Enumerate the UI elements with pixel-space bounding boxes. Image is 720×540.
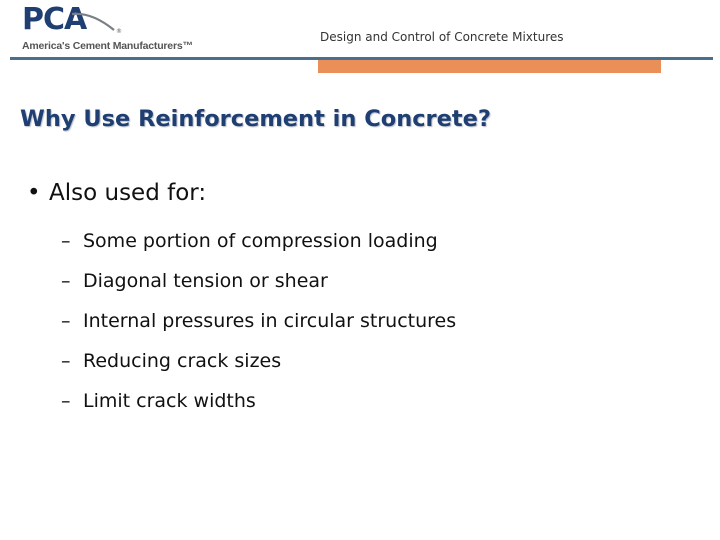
sub-item-text: Some portion of compression loading <box>83 230 438 252</box>
sub-item-text: Internal pressures in circular structures <box>83 310 457 332</box>
sub-item-text: Limit crack widths <box>83 390 256 412</box>
slide-title: Why Use Reinforcement in Concrete? <box>20 106 491 132</box>
bullet-marker: • <box>27 180 41 206</box>
logo-swoosh-icon <box>70 10 130 40</box>
header-accent-bar <box>318 60 661 73</box>
logo-text: PCA <box>22 2 87 37</box>
sub-item <box>61 225 456 265</box>
bullet-item <box>27 180 206 206</box>
sub-item <box>61 265 456 305</box>
sub-item <box>61 385 456 425</box>
sub-item-text: Reducing crack sizes <box>83 350 282 372</box>
logo-tagline: America's Cement Manufacturers™ <box>22 40 193 52</box>
sub-marker: – <box>61 310 71 332</box>
bullet-text: Also used for: <box>49 180 207 206</box>
logo-registered-mark: ® <box>116 28 122 35</box>
sub-marker: – <box>61 270 71 292</box>
document-title: Design and Control of Concrete Mixtures <box>320 30 564 44</box>
pca-logo <box>22 2 222 58</box>
sub-marker: – <box>61 230 71 252</box>
sub-marker: – <box>61 350 71 372</box>
sub-marker: – <box>61 390 71 412</box>
sub-list <box>61 225 456 425</box>
sub-item <box>61 345 456 385</box>
sub-item <box>61 305 456 345</box>
sub-item-text: Diagonal tension or shear <box>83 270 328 292</box>
